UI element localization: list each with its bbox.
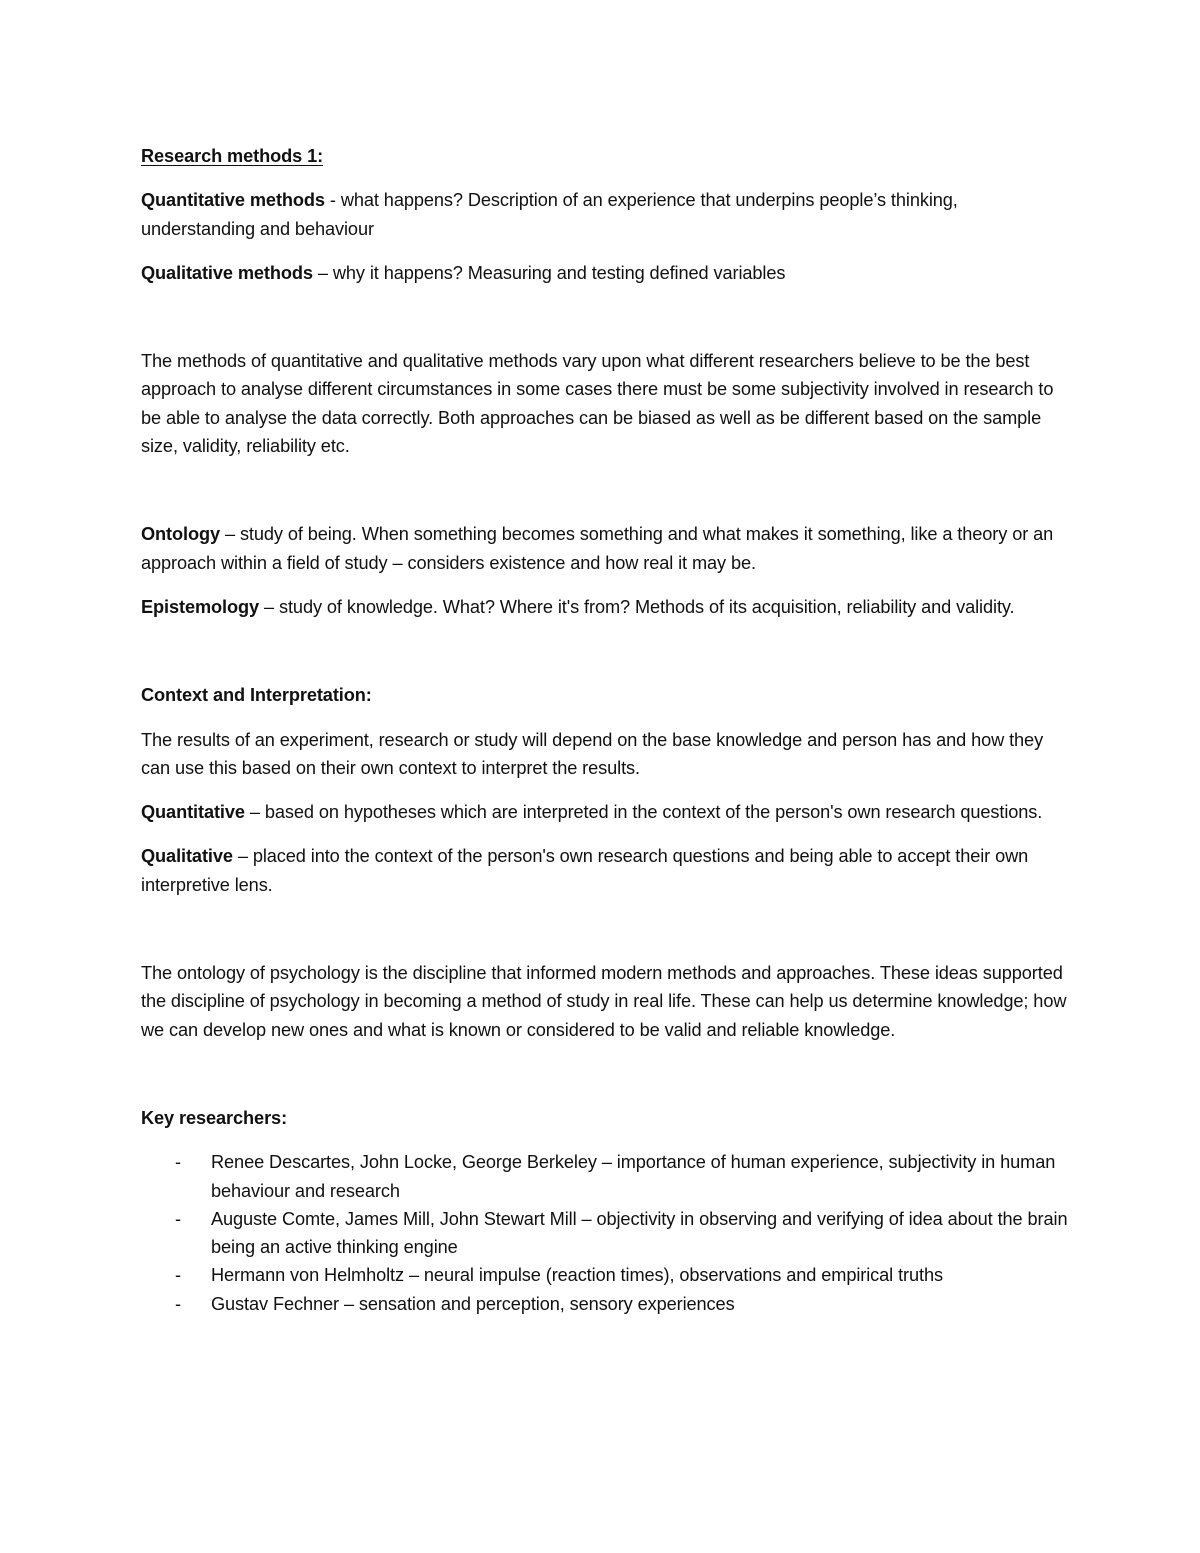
definition-separator: – bbox=[232, 846, 253, 867]
document-title: Research methods 1: bbox=[141, 146, 324, 166]
definition-term: Quantitative bbox=[141, 802, 245, 823]
bullet-dash: - bbox=[175, 1152, 181, 1173]
definition-epistemology bbox=[141, 593, 1071, 621]
definition-term: Epistemology bbox=[141, 596, 260, 617]
definition-separator: – bbox=[259, 596, 279, 617]
definition-text: study of being. When something becomes something and what makes it something, like a theory or an approach within a field of study – considers existence and how real it may be. bbox=[141, 524, 1054, 573]
definition-qualitative-methods bbox=[141, 259, 1071, 287]
definition-qualitative bbox=[141, 842, 1071, 899]
definition-term: Quantitative methods bbox=[141, 190, 325, 211]
bullet-dash: - bbox=[175, 1293, 181, 1314]
definition-separator: – bbox=[312, 262, 333, 283]
list-item bbox=[141, 1205, 1071, 1262]
list-item-text: Hermann von Helmholtz – neural impulse (reaction times), observations and empirical truths bbox=[211, 1265, 943, 1286]
paragraph-ontology-psychology: The ontology of psychology is the discipline that informed modern methods and approaches. These ideas supported the discipline of psychology in becoming a method of study in real life. These can help us determine knowledge; how we can develop new ones and what is known or considered to be valid and reliable knowledge. bbox=[141, 963, 1067, 1040]
list-item bbox=[141, 1148, 1071, 1205]
definition-term: Qualitative methods bbox=[141, 262, 313, 283]
definition-separator: – bbox=[220, 524, 240, 545]
definition-ontology bbox=[141, 520, 1071, 577]
list-item-text: Auguste Comte, James Mill, John Stewart Mill – objectivity in observing and verifying of idea about the brain being an active thinking engine bbox=[211, 1208, 1068, 1258]
paragraph-context: The results of an experiment, research or study will depend on the base knowledge and person has and how they can use this based on their own context to interpret the results. bbox=[141, 729, 1044, 778]
definition-text: based on hypotheses which are interpreted in the context of the person's own research questions. bbox=[264, 802, 1043, 823]
definition-term: Qualitative bbox=[141, 846, 233, 867]
definition-text: study of knowledge. What? Where it's from? Methods of its acquisition, reliability and validity. bbox=[278, 596, 1015, 617]
definition-term: Ontology bbox=[141, 524, 221, 545]
list-item-text: Renee Descartes, John Locke, George Berkeley – importance of human experience, subjectivity in human behaviour and research bbox=[211, 1152, 1056, 1201]
definition-text: why it happens? Measuring and testing defined variables bbox=[332, 262, 786, 283]
list-item-text: Gustav Fechner – sensation and perception, sensory experiences bbox=[211, 1293, 735, 1314]
researchers-heading: Key researchers: bbox=[141, 1107, 288, 1128]
document-body bbox=[141, 142, 1071, 1318]
bullet-dash: - bbox=[175, 1208, 181, 1229]
bullet-dash: - bbox=[175, 1265, 181, 1286]
paragraph-methods: The methods of quantitative and qualitative methods vary upon what different researchers believe to be the best approach to analyse different circumstances in some cases there must be some subjectivity involved in research to be able to analyse the data correctly. Both approaches can be biased as well as be different based on the sample size, validity, reliability etc. bbox=[141, 351, 1054, 457]
definition-text: what happens? Description of an experience that underpins people’s thinking, understanding and behaviour bbox=[141, 190, 958, 239]
context-heading: Context and Interpretation: bbox=[141, 685, 372, 706]
list-item bbox=[141, 1261, 1071, 1289]
definition-separator: – bbox=[244, 802, 265, 823]
researchers-list bbox=[141, 1148, 1071, 1318]
definition-separator: - bbox=[324, 190, 341, 211]
definition-quantitative bbox=[141, 798, 1071, 826]
definition-quantitative-methods bbox=[141, 186, 1071, 243]
list-item bbox=[141, 1290, 1071, 1318]
definition-text: placed into the context of the person's own research questions and being able to accept their own interpretive lens. bbox=[141, 846, 1029, 895]
